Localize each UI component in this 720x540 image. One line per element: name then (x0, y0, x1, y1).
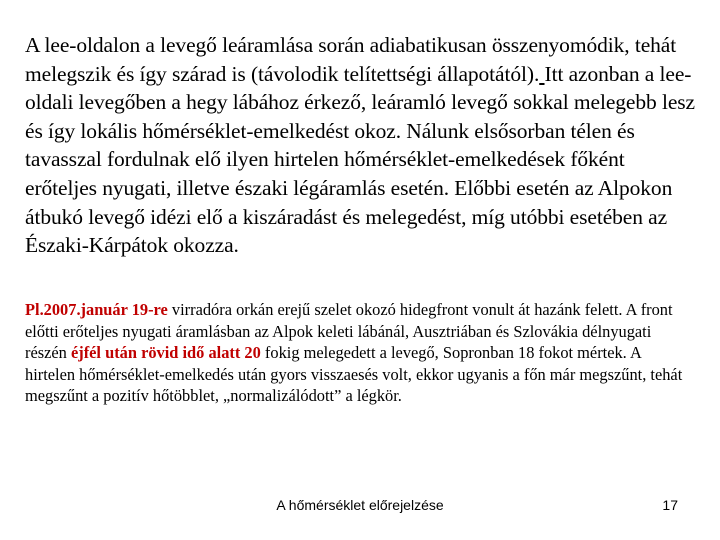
footer-title: A hőmérséklet előrejelzése (276, 497, 444, 513)
main-text-part2: Itt azonban a lee-oldali levegőben a hegy lábához érkező, leáramló levegő sokkal melegebb lesz és így lokális hőmérséklet-emelkedést okoz. Nálunk elsősorban télen és tavasszal fordulnak elő ilyen hirtelen hőmérséklet-emelkedések főként erőteljes nyugati, illetve északi légáramlás esetén. Előbbi esetén az Alpokon átbukó levegő idézi elő a kiszáradást és melegedést, míg utóbbi esetében az Északi-Kárpátok okozza. (25, 61, 695, 258)
example-time-highlight: éjfél után rövid idő alatt 20 (70, 343, 261, 363)
main-text-part1: A lee-oldalon a levegő leáramlása során adiabatikusan összenyomódik, tehát melegszik és így szárad is (távolodik telítettségi állapotától). (25, 33, 677, 86)
example-date-highlight: Pl.2007.január 19-re (25, 300, 168, 319)
example-paragraph (25, 299, 695, 407)
page-number: 17 (662, 497, 678, 513)
example-text-part2: fokig melegedett a levegő, Sopronban 18 fokot mértek. A hirtelen hőmérséklet-emelkedés után gyors visszaesés volt, ekkor ugyanis a főn már megszűnt, tehát megszűnt a pozitív hőtöbblet, „normalizálódott” a légkör. (25, 343, 683, 406)
example-text-part1: virradóra orkán erejű szelet okozó hidegfront vonult át hazánk felett. A front előtti erőteljes nyugati áramlásban az Alpok keleti lábánál, Ausztriában és Szlovákia délnyugati részén (25, 300, 673, 363)
main-paragraph (25, 31, 695, 260)
